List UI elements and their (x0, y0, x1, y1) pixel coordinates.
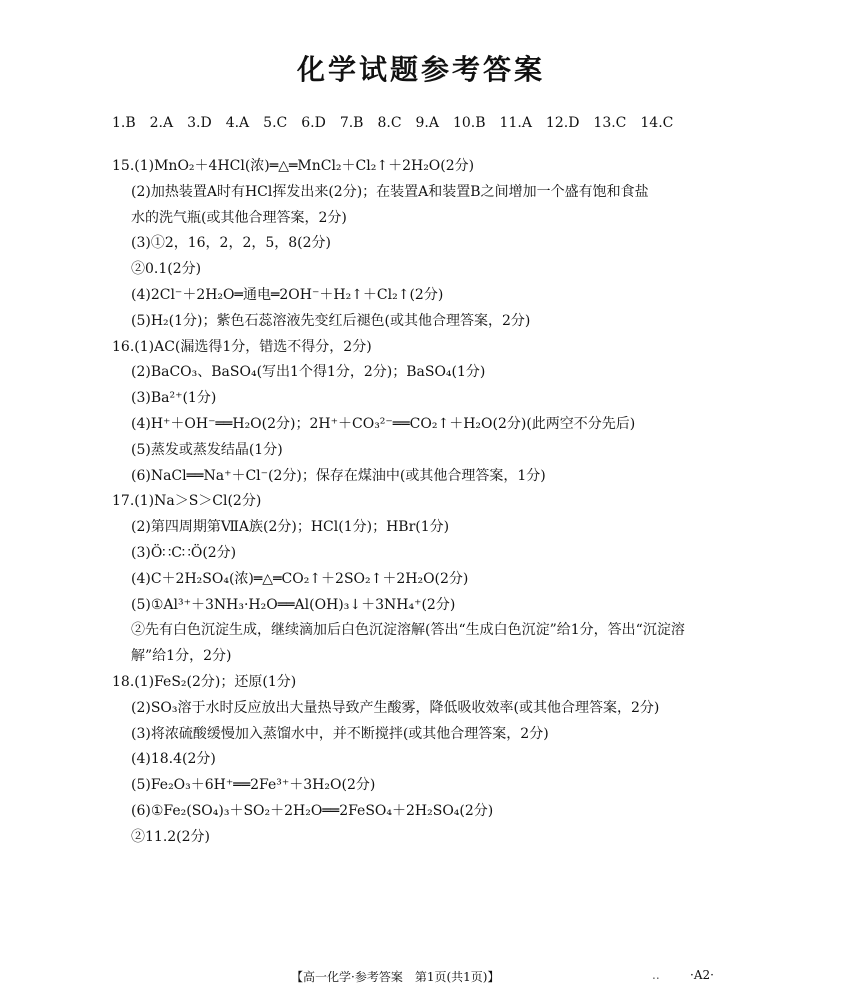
answer-line: (4)C＋2H₂SO₄(浓)═△═CO₂↑＋2SO₂↑＋2H₂O(2分) (131, 570, 469, 587)
answer-line: 17.(1)Na＞S＞Cl(2分) (112, 493, 262, 510)
answer-line: (4)18.4(2分) (131, 751, 216, 768)
answer-line: (3)将浓硫酸缓慢加入蒸馏水中，并不断搅拌(或其他合理答案，2分) (131, 725, 549, 742)
answer-line: (2)加热装置A时有HCl挥发出来(2分)；在装置A和装置B之间增加一个盛有饱和食盐 (131, 183, 649, 200)
answer-line: (4)H⁺＋OH⁻══H₂O(2分)；2H⁺＋CO₃²⁻══CO₂↑＋H₂O(2分)(此两空不分先后) (131, 415, 636, 432)
footer-course-label: 【高一化学·参考答案 第1页(共1页)】 (291, 970, 500, 984)
answer-line: 解”给1分，2分) (131, 648, 232, 665)
answer-line: (3)Ba²⁺(1分) (131, 390, 217, 407)
answer-line: (6)NaCl══Na⁺＋Cl⁻(2分)；保存在煤油中(或其他合理答案，1分) (131, 467, 546, 484)
answer-line: ②0.1(2分) (131, 261, 202, 278)
answer-line: ②11.2(2分) (131, 828, 211, 845)
footer-page-code: ·A2· (690, 968, 714, 982)
answer-line: 水的洗气瓶(或其他合理答案，2分) (131, 209, 347, 226)
footer-marks: .. (652, 968, 660, 982)
multiple-choice-answers: 1.B 2.A 3.D 4.A 5.C 6.D 7.B 8.C 9.A 10.B 11.A 12.D 13.C 14.C (112, 115, 674, 131)
answer-line: 16.(1)AC(漏选得1分，错选不得分，2分) (112, 338, 372, 355)
answer-line: 15.(1)MnO₂＋4HCl(浓)═△═MnCl₂＋Cl₂↑＋2H₂O(2分) (112, 158, 475, 174)
answer-line: (5)①Al³⁺＋3NH₃·H₂O══Al(OH)₃↓＋3NH₄⁺(2分) (131, 596, 456, 613)
answer-line: (5)H₂(1分)；紫色石蕊溶液先变红后褪色(或其他合理答案，2分) (131, 312, 531, 329)
answer-line: (2)第四周期第ⅦA族(2分)；HCl(1分)；HBr(1分) (131, 519, 450, 536)
answer-lines (112, 110, 772, 851)
answer-line: (5)蒸发或蒸发结晶(1分) (131, 441, 283, 458)
answer-line: (3)①2，16，2，2，5，8(2分) (131, 235, 332, 252)
answer-line: (3)Ö∷C∷Ö(2分) (131, 544, 237, 561)
answer-line: (4)2Cl⁻＋2H₂O═通电═2OH⁻＋H₂↑＋Cl₂↑(2分) (131, 286, 444, 303)
answer-line: (6)①Fe₂(SO₄)₃＋SO₂＋2H₂O══2FeSO₄＋2H₂SO₄(2分) (131, 802, 494, 819)
answer-line: (2)BaCO₃、BaSO₄(写出1个得1分，2分)；BaSO₄(1分) (131, 364, 486, 381)
answer-line: (5)Fe₂O₃＋6H⁺══2Fe³⁺＋3H₂O(2分) (131, 777, 376, 794)
answer-line: ②先有白色沉淀生成，继续滴加后白色沉淀溶解(答出“生成白色沉淀”给1分，答出“沉淀溶 (131, 622, 685, 639)
answer-line: (2)SO₃溶于水时反应放出大量热导致产生酸雾，降低吸收效率(或其他合理答案，2分) (131, 699, 660, 716)
page-title: 化学试题参考答案 (296, 53, 545, 86)
answer-line: 18.(1)FeS₂(2分)；还原(1分) (112, 673, 297, 690)
